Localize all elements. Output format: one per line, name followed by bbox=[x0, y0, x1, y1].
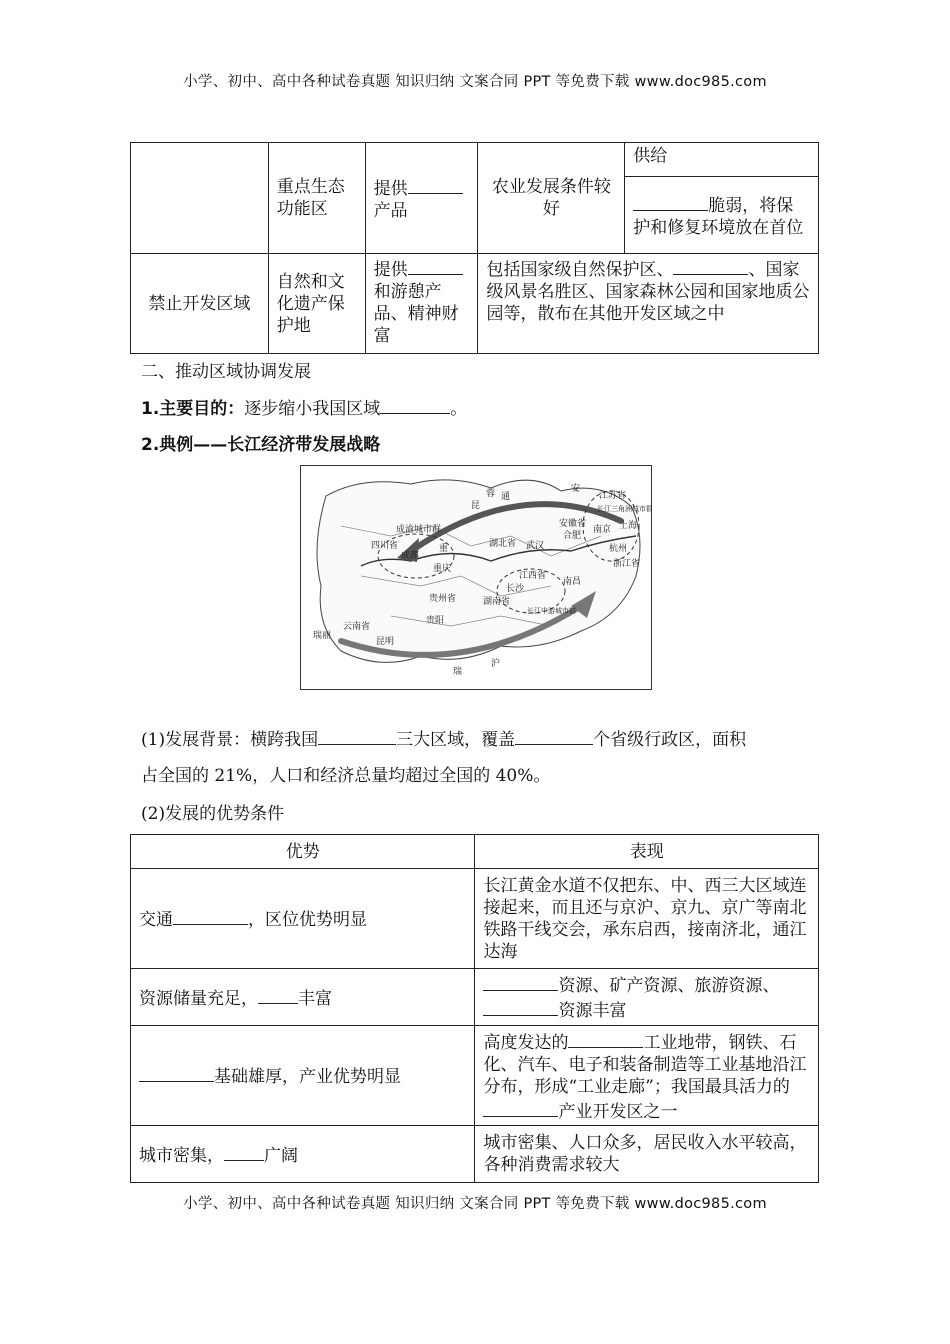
page-header: 小学、初中、高中各种试卷真题 知识归纳 文案合同 PPT 等免费下载 www.doc985.com bbox=[183, 74, 767, 90]
table-development-zones bbox=[130, 142, 819, 354]
section2-title: 二、推动区域协调发展 bbox=[141, 362, 311, 382]
map-label: 沪 bbox=[491, 659, 501, 669]
t2-r4-a: 城市密集， 广阔 bbox=[131, 1126, 475, 1183]
t2-r3-b: 高度发达的 工业地带，钢铁、石化、汽车、电子和装备制造等工业基地沿江分布，形成“工业走廊”；我国最具活力的产业开发区之一 bbox=[475, 1026, 819, 1126]
t1-r2-c1: 禁止开发区域 bbox=[131, 254, 269, 354]
map-label: 贵阳 bbox=[426, 616, 445, 626]
map-label: 长江中游城市群 bbox=[527, 607, 576, 615]
map-svg bbox=[301, 466, 651, 689]
t1-r2-c3: 提供和游憩产品、精神财富 bbox=[365, 254, 478, 354]
map-label: 合肥 bbox=[563, 531, 582, 541]
map-label: 云南省 bbox=[343, 622, 371, 632]
t1-r1-c2: 重点生态功能区 bbox=[268, 143, 365, 254]
map-label: 武汉 bbox=[526, 541, 545, 551]
map-label: 上海 bbox=[619, 521, 638, 531]
map-label: 蓉 bbox=[486, 489, 496, 499]
t1-r1-c1 bbox=[131, 143, 269, 254]
map-label: 重庆 bbox=[433, 564, 452, 574]
map-label: 安徽省 bbox=[559, 519, 587, 529]
map-label: 重 bbox=[439, 544, 449, 554]
map-label: 长沙 bbox=[506, 584, 525, 594]
map-label: 长江三角洲城市群 bbox=[597, 505, 651, 513]
t2-header-advantage: 优势 bbox=[131, 835, 475, 869]
map-label: 昆明 bbox=[376, 637, 395, 647]
map-label: 安 bbox=[571, 484, 581, 494]
t1-r1-c4: 农业发展条件较好 bbox=[478, 143, 625, 254]
t1-r1-c3: 提供 产品 bbox=[365, 143, 478, 254]
t1-r2-c4: 包括国家级自然保护区、 、国家级风景名胜区、国家森林公园和国家地质公园等，散布在其他开发区域之中 bbox=[478, 254, 819, 354]
map-label: 杭州 bbox=[609, 544, 628, 554]
map-label: 江苏省 bbox=[599, 491, 627, 501]
item1: 1.主要目的：逐步缩小我国区域 。 bbox=[141, 394, 467, 419]
map-label: 瑞 bbox=[453, 667, 463, 677]
map-label: 成都 bbox=[401, 551, 420, 561]
t1-r1-c5-top: 供给 bbox=[625, 143, 819, 177]
t1-r2-c2: 自然和文化遗产保护地 bbox=[268, 254, 365, 354]
map-label: 昆 bbox=[471, 501, 481, 511]
map-label: 南昌 bbox=[563, 577, 582, 587]
map-label: 贵州省 bbox=[429, 594, 457, 604]
t2-r4-b: 城市密集、人口众多，居民收入水平较高，各种消费需求较大 bbox=[475, 1126, 819, 1183]
map-label: 四川省 bbox=[371, 541, 399, 551]
map-label: 南京 bbox=[593, 525, 612, 535]
t2-r2-a: 资源储量充足， 丰富 bbox=[131, 969, 475, 1026]
map-label: 湖北省 bbox=[489, 539, 517, 549]
t2-r1-b: 长江黄金水道不仅把东、中、西三大区域连接起来，而且还与京沪、京九、京广等南北铁路干线交会，承东启西，接南济北，通江达海 bbox=[475, 869, 819, 969]
t2-header-performance: 表现 bbox=[475, 835, 819, 869]
paragraph-background: (1)发展背景：横跨我国 三大区域，覆盖 个省级行政区，面积 占全国的 21%，人口和经济总量均超过全国的 40%。 bbox=[141, 722, 816, 794]
map-label: 浙江省 bbox=[613, 559, 641, 569]
yangtze-map bbox=[300, 465, 652, 690]
paragraph-advantages-title: (2)发展的优势条件 bbox=[141, 804, 285, 824]
t1-r1-c5-bottom: 脆弱，将保护和修复环境放在首位 bbox=[625, 177, 819, 254]
map-label: 瑞丽 bbox=[313, 631, 332, 641]
map-label: 湖南省 bbox=[483, 597, 511, 607]
page-footer: 小学、初中、高中各种试卷真题 知识归纳 文案合同 PPT 等免费下载 www.doc985.com bbox=[183, 1196, 767, 1212]
table-advantages bbox=[130, 834, 819, 1183]
map-label: 通 bbox=[501, 492, 511, 502]
t2-r2-b: 资源、矿产资源、旅游资源、资源丰富 bbox=[475, 969, 819, 1026]
map-label: 成渝城市群 bbox=[396, 525, 442, 535]
item2-title: 2.典例——长江经济带发展战略 bbox=[141, 435, 381, 455]
t2-r1-a: 交通 ，区位优势明显 bbox=[131, 869, 475, 969]
map-label: 江西省 bbox=[519, 571, 547, 581]
t2-r3-a: 基础雄厚，产业优势明显 bbox=[131, 1026, 475, 1126]
